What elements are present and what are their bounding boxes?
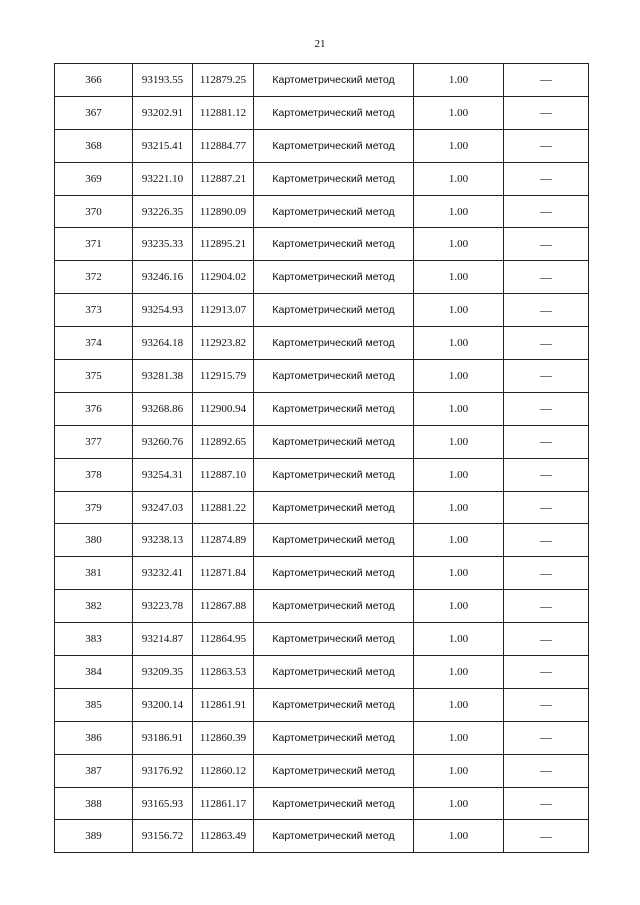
y-coordinate-cell: 112861.17 <box>193 787 254 820</box>
method-cell: Картометрический метод <box>254 162 414 195</box>
description-cell: — <box>504 491 589 524</box>
table-row <box>55 64 589 97</box>
method-cell: Картометрический метод <box>254 754 414 787</box>
method-cell: Картометрический метод <box>254 294 414 327</box>
point-number-cell: 371 <box>55 228 133 261</box>
method-cell: Картометрический метод <box>254 228 414 261</box>
y-coordinate-cell: 112860.12 <box>193 754 254 787</box>
accuracy-cell: 1.00 <box>414 557 504 590</box>
point-number-cell: 375 <box>55 360 133 393</box>
x-coordinate-cell: 93247.03 <box>133 491 193 524</box>
method-cell: Картометрический метод <box>254 129 414 162</box>
description-cell: — <box>504 294 589 327</box>
table-row <box>55 557 589 590</box>
y-coordinate-cell: 112864.95 <box>193 623 254 656</box>
accuracy-cell: 1.00 <box>414 590 504 623</box>
table-row <box>55 228 589 261</box>
x-coordinate-cell: 93264.18 <box>133 327 193 360</box>
table-row <box>55 327 589 360</box>
x-coordinate-cell: 93226.35 <box>133 195 193 228</box>
y-coordinate-cell: 112895.21 <box>193 228 254 261</box>
method-cell: Картометрический метод <box>254 425 414 458</box>
point-number-cell: 389 <box>55 820 133 853</box>
y-coordinate-cell: 112879.25 <box>193 64 254 97</box>
description-cell: — <box>504 360 589 393</box>
accuracy-cell: 1.00 <box>414 327 504 360</box>
table-row <box>55 656 589 689</box>
x-coordinate-cell: 93235.33 <box>133 228 193 261</box>
point-number-cell: 368 <box>55 129 133 162</box>
x-coordinate-cell: 93221.10 <box>133 162 193 195</box>
x-coordinate-cell: 93215.41 <box>133 129 193 162</box>
description-cell: — <box>504 162 589 195</box>
table-row <box>55 425 589 458</box>
table-row <box>55 688 589 721</box>
table-row <box>55 162 589 195</box>
x-coordinate-cell: 93223.78 <box>133 590 193 623</box>
method-cell: Картометрический метод <box>254 787 414 820</box>
coordinates-table <box>54 63 589 853</box>
y-coordinate-cell: 112861.91 <box>193 688 254 721</box>
point-number-cell: 377 <box>55 425 133 458</box>
table-row <box>55 261 589 294</box>
accuracy-cell: 1.00 <box>414 491 504 524</box>
accuracy-cell: 1.00 <box>414 162 504 195</box>
y-coordinate-cell: 112860.39 <box>193 721 254 754</box>
y-coordinate-cell: 112887.21 <box>193 162 254 195</box>
y-coordinate-cell: 112900.94 <box>193 392 254 425</box>
method-cell: Картометрический метод <box>254 392 414 425</box>
method-cell: Картометрический метод <box>254 721 414 754</box>
description-cell: — <box>504 787 589 820</box>
accuracy-cell: 1.00 <box>414 721 504 754</box>
description-cell: — <box>504 590 589 623</box>
x-coordinate-cell: 93238.13 <box>133 524 193 557</box>
y-coordinate-cell: 112874.89 <box>193 524 254 557</box>
point-number-cell: 366 <box>55 64 133 97</box>
description-cell: — <box>504 392 589 425</box>
x-coordinate-cell: 93202.91 <box>133 96 193 129</box>
x-coordinate-cell: 93176.92 <box>133 754 193 787</box>
x-coordinate-cell: 93260.76 <box>133 425 193 458</box>
point-number-cell: 380 <box>55 524 133 557</box>
point-number-cell: 373 <box>55 294 133 327</box>
coordinates-table-body <box>55 64 589 853</box>
description-cell: — <box>504 261 589 294</box>
description-cell: — <box>504 721 589 754</box>
description-cell: — <box>504 524 589 557</box>
table-row <box>55 623 589 656</box>
method-cell: Картометрический метод <box>254 524 414 557</box>
accuracy-cell: 1.00 <box>414 294 504 327</box>
method-cell: Картометрический метод <box>254 491 414 524</box>
accuracy-cell: 1.00 <box>414 129 504 162</box>
accuracy-cell: 1.00 <box>414 688 504 721</box>
table-row <box>55 491 589 524</box>
description-cell: — <box>504 129 589 162</box>
description-cell: — <box>504 688 589 721</box>
description-cell: — <box>504 327 589 360</box>
accuracy-cell: 1.00 <box>414 261 504 294</box>
point-number-cell: 387 <box>55 754 133 787</box>
x-coordinate-cell: 93214.87 <box>133 623 193 656</box>
x-coordinate-cell: 93156.72 <box>133 820 193 853</box>
y-coordinate-cell: 112881.22 <box>193 491 254 524</box>
table-row <box>55 129 589 162</box>
point-number-cell: 388 <box>55 787 133 820</box>
description-cell: — <box>504 820 589 853</box>
method-cell: Картометрический метод <box>254 360 414 393</box>
point-number-cell: 382 <box>55 590 133 623</box>
description-cell: — <box>504 228 589 261</box>
method-cell: Картометрический метод <box>254 623 414 656</box>
point-number-cell: 379 <box>55 491 133 524</box>
x-coordinate-cell: 93200.14 <box>133 688 193 721</box>
y-coordinate-cell: 112915.79 <box>193 360 254 393</box>
x-coordinate-cell: 93232.41 <box>133 557 193 590</box>
point-number-cell: 370 <box>55 195 133 228</box>
x-coordinate-cell: 93186.91 <box>133 721 193 754</box>
y-coordinate-cell: 112871.84 <box>193 557 254 590</box>
description-cell: — <box>504 754 589 787</box>
accuracy-cell: 1.00 <box>414 360 504 393</box>
point-number-cell: 376 <box>55 392 133 425</box>
y-coordinate-cell: 112881.12 <box>193 96 254 129</box>
accuracy-cell: 1.00 <box>414 425 504 458</box>
method-cell: Картометрический метод <box>254 557 414 590</box>
x-coordinate-cell: 93246.16 <box>133 261 193 294</box>
point-number-cell: 378 <box>55 458 133 491</box>
table-row <box>55 294 589 327</box>
accuracy-cell: 1.00 <box>414 754 504 787</box>
description-cell: — <box>504 458 589 491</box>
x-coordinate-cell: 93209.35 <box>133 656 193 689</box>
table-row <box>55 754 589 787</box>
point-number-cell: 385 <box>55 688 133 721</box>
description-cell: — <box>504 195 589 228</box>
point-number-cell: 384 <box>55 656 133 689</box>
accuracy-cell: 1.00 <box>414 392 504 425</box>
method-cell: Картометрический метод <box>254 688 414 721</box>
method-cell: Картометрический метод <box>254 261 414 294</box>
y-coordinate-cell: 112887.10 <box>193 458 254 491</box>
table-row <box>55 360 589 393</box>
x-coordinate-cell: 93268.86 <box>133 392 193 425</box>
point-number-cell: 374 <box>55 327 133 360</box>
method-cell: Картометрический метод <box>254 64 414 97</box>
method-cell: Картометрический метод <box>254 96 414 129</box>
y-coordinate-cell: 112892.65 <box>193 425 254 458</box>
y-coordinate-cell: 112884.77 <box>193 129 254 162</box>
table-row <box>55 721 589 754</box>
method-cell: Картометрический метод <box>254 458 414 491</box>
x-coordinate-cell: 93281.38 <box>133 360 193 393</box>
table-row <box>55 820 589 853</box>
table-row <box>55 524 589 557</box>
y-coordinate-cell: 112923.82 <box>193 327 254 360</box>
description-cell: — <box>504 623 589 656</box>
method-cell: Картометрический метод <box>254 590 414 623</box>
method-cell: Картометрический метод <box>254 820 414 853</box>
x-coordinate-cell: 93165.93 <box>133 787 193 820</box>
point-number-cell: 381 <box>55 557 133 590</box>
y-coordinate-cell: 112913.07 <box>193 294 254 327</box>
table-row <box>55 96 589 129</box>
accuracy-cell: 1.00 <box>414 623 504 656</box>
table-row <box>55 195 589 228</box>
accuracy-cell: 1.00 <box>414 656 504 689</box>
y-coordinate-cell: 112890.09 <box>193 195 254 228</box>
x-coordinate-cell: 93254.31 <box>133 458 193 491</box>
accuracy-cell: 1.00 <box>414 228 504 261</box>
y-coordinate-cell: 112904.02 <box>193 261 254 294</box>
y-coordinate-cell: 112867.88 <box>193 590 254 623</box>
accuracy-cell: 1.00 <box>414 195 504 228</box>
x-coordinate-cell: 93193.55 <box>133 64 193 97</box>
description-cell: — <box>504 656 589 689</box>
accuracy-cell: 1.00 <box>414 524 504 557</box>
accuracy-cell: 1.00 <box>414 820 504 853</box>
y-coordinate-cell: 112863.49 <box>193 820 254 853</box>
method-cell: Картометрический метод <box>254 195 414 228</box>
table-row <box>55 458 589 491</box>
description-cell: — <box>504 96 589 129</box>
point-number-cell: 372 <box>55 261 133 294</box>
description-cell: — <box>504 557 589 590</box>
table-row <box>55 590 589 623</box>
description-cell: — <box>504 425 589 458</box>
accuracy-cell: 1.00 <box>414 64 504 97</box>
y-coordinate-cell: 112863.53 <box>193 656 254 689</box>
accuracy-cell: 1.00 <box>414 458 504 491</box>
description-cell: — <box>504 64 589 97</box>
point-number-cell: 369 <box>55 162 133 195</box>
page-number: 21 <box>314 38 326 50</box>
accuracy-cell: 1.00 <box>414 787 504 820</box>
method-cell: Картометрический метод <box>254 327 414 360</box>
point-number-cell: 386 <box>55 721 133 754</box>
point-number-cell: 383 <box>55 623 133 656</box>
accuracy-cell: 1.00 <box>414 96 504 129</box>
method-cell: Картометрический метод <box>254 656 414 689</box>
x-coordinate-cell: 93254.93 <box>133 294 193 327</box>
table-row <box>55 392 589 425</box>
table-row <box>55 787 589 820</box>
point-number-cell: 367 <box>55 96 133 129</box>
